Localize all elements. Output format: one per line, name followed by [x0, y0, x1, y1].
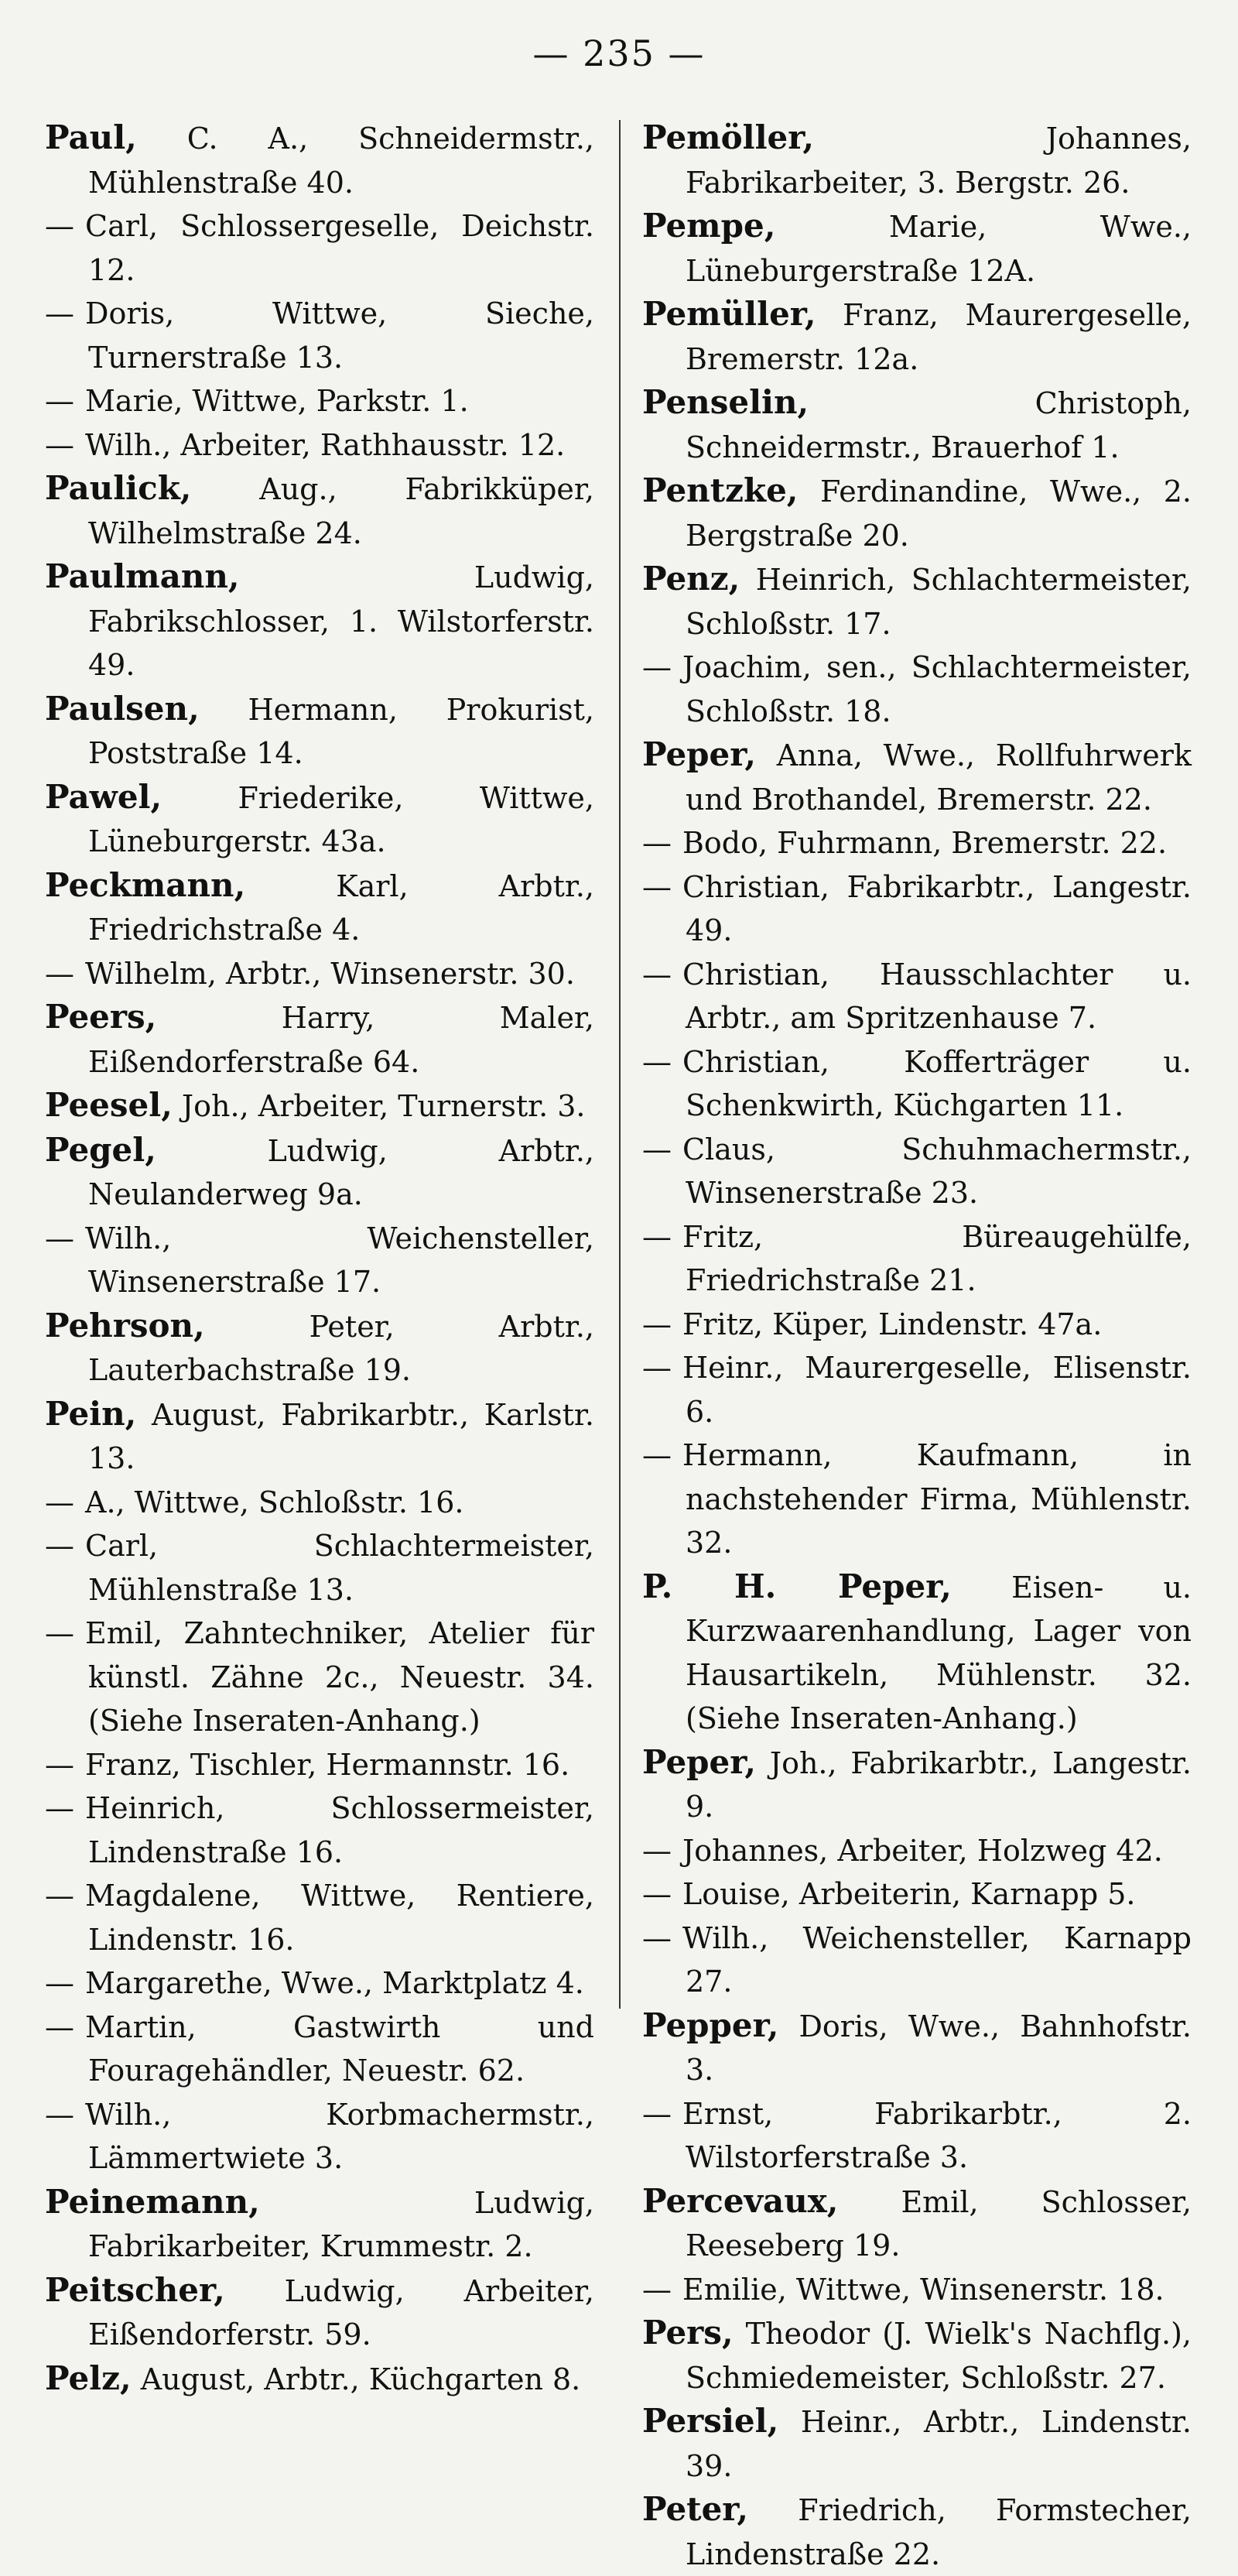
- entry-details: Heinrich, Schlossermeister, Lindenstraße 16.: [85, 1791, 594, 1869]
- directory-entry: [45, 687, 594, 776]
- entry-details: Heinr., Arbtr., Lindenstr. 39.: [686, 2405, 1192, 2483]
- entry-details: Louise, Arbeiterin, Karnapp 5.: [682, 1877, 1136, 1911]
- directory-entry: [45, 1961, 594, 2006]
- entry-details: Wilh., Korbmachermstr., Lämmertwiete 3.: [85, 2097, 594, 2175]
- directory-entry: [642, 1829, 1192, 1873]
- entry-details: Johannes, Fabrikarbeiter, 3. Bergstr. 26.: [686, 122, 1192, 200]
- entry-details: Johannes, Arbeiter, Holzweg 42.: [682, 1833, 1163, 1868]
- entry-details: Doris, Wittwe, Sieche, Turnerstraße 13.: [85, 296, 594, 375]
- directory-entry: [642, 2092, 1192, 2180]
- entry-surname: Paul,: [45, 118, 137, 156]
- directory-entry: [45, 776, 594, 864]
- directory-entry: [642, 557, 1192, 646]
- entry-surname: Pentzke,: [642, 471, 799, 509]
- directory-entry: [642, 1215, 1192, 1303]
- entry-details: Friederike, Wittwe, Lüneburgerstr. 43a.: [88, 780, 594, 858]
- entry-details: Wilh., Weichensteller, Winsenerstraße 17.: [85, 1221, 594, 1299]
- entry-details: Ernst, Fabrikarbtr., 2. Wilstorferstraße 3.: [682, 2096, 1192, 2174]
- entry-details: Carl, Schlachtermeister, Mühlenstraße 13.: [85, 1529, 594, 1607]
- entry-details: August, Arbtr., Küchgarten 8.: [131, 2362, 581, 2396]
- directory-entry: [642, 821, 1192, 865]
- entry-details: Franz, Tischler, Hermannstr. 16.: [85, 1747, 570, 1782]
- entry-details: Joachim, sen., Schlachtermeister, Schloßstr. 18.: [682, 650, 1192, 728]
- repeat-surname-dash: —: [642, 1351, 672, 1385]
- directory-entry: [642, 733, 1192, 821]
- repeat-surname-dash: —: [642, 1438, 672, 1472]
- directory-entry: [642, 1741, 1192, 1829]
- directory-entry: [642, 1346, 1192, 1434]
- entry-details: Christoph, Schneidermstr., Brauerhof 1.: [686, 386, 1192, 464]
- repeat-surname-dash: —: [642, 957, 672, 992]
- entry-surname: Peers,: [45, 998, 157, 1036]
- entry-details: Marie, Wwe., Lüneburgerstraße 12A.: [686, 210, 1192, 288]
- entry-details: Doris, Wwe., Bahnhofstr. 3.: [686, 2009, 1192, 2087]
- entry-details: Christian, Kofferträger u. Schenkwirth, Küchgarten 11.: [682, 1044, 1192, 1122]
- entry-details: Christian, Hausschlachter u. Arbtr., am Spritzenhause 7.: [682, 957, 1192, 1035]
- entry-details: A., Wittwe, Schloßstr. 16.: [85, 1485, 464, 1519]
- right-column: [642, 116, 1192, 2576]
- entry-surname: Penz,: [642, 560, 740, 598]
- entry-surname: Pers,: [642, 2314, 734, 2352]
- entry-surname: Peckmann,: [45, 865, 246, 904]
- repeat-surname-dash: —: [642, 826, 672, 860]
- directory-entry: [642, 953, 1192, 1040]
- entry-surname: Peter,: [642, 2490, 748, 2528]
- entry-details: Eisen- u. Kurzwaarenhandlung, Lager von Hausartikeln, Mühlenstr. 32. (Siehe Inseraten-Anhang.): [686, 1570, 1192, 1735]
- entry-details: C. A., Schneidermstr., Mühlenstraße 40.: [88, 122, 594, 200]
- directory-entry: [45, 1129, 594, 1217]
- entry-surname: Pempe,: [642, 207, 776, 245]
- entry-details: Joh., Arbeiter, Turnerstr. 3.: [172, 1089, 586, 1123]
- entry-surname: Paulick,: [45, 469, 192, 507]
- entry-details: Magdalene, Wittwe, Rentiere, Lindenstr. 16.: [85, 1879, 594, 1957]
- entry-surname: Penselin,: [642, 383, 809, 421]
- entry-surname: Peesel,: [45, 1086, 173, 1124]
- directory-entry: [642, 293, 1192, 381]
- directory-entry: [642, 865, 1192, 953]
- directory-entry: [45, 2093, 594, 2180]
- repeat-surname-dash: —: [642, 1044, 672, 1079]
- entry-details: Bodo, Fuhrmann, Bremerstr. 22.: [682, 826, 1168, 860]
- directory-entry: [642, 1128, 1192, 1215]
- entry-surname: Pegel,: [45, 1130, 156, 1169]
- entry-details: Christian, Fabrikarbtr., Langestr. 49.: [682, 869, 1192, 947]
- entry-details: Wilh., Weichensteller, Karnapp 27.: [682, 1920, 1192, 1999]
- repeat-surname-dash: —: [45, 1747, 74, 1782]
- directory-entry: [45, 467, 594, 555]
- entry-details: Emilie, Wittwe, Winsenerstr. 18.: [682, 2272, 1164, 2307]
- repeat-surname-dash: —: [642, 2272, 672, 2307]
- entry-details: Carl, Schlossergeselle, Deichstr. 12.: [85, 209, 594, 287]
- directory-entry: [45, 1217, 594, 1304]
- entry-details: Aug., Fabrikküper, Wilhelmstraße 24.: [88, 472, 594, 550]
- entry-surname: Pehrson,: [45, 1306, 205, 1345]
- repeat-surname-dash: —: [45, 427, 74, 462]
- directory-entry: [45, 952, 594, 996]
- repeat-surname-dash: —: [45, 296, 74, 331]
- entry-surname: Pawel,: [45, 777, 162, 816]
- directory-entry: [45, 379, 594, 423]
- repeat-surname-dash: —: [642, 1307, 672, 1341]
- entry-details: Heinr., Maurergeselle, Elisenstr. 6.: [682, 1351, 1192, 1429]
- repeat-surname-dash: —: [45, 1485, 74, 1519]
- repeat-surname-dash: —: [45, 1966, 74, 2000]
- entry-details: Hermann, Kaufmann, in nachstehender Firma, Mühlenstr. 32.: [682, 1438, 1192, 1560]
- repeat-surname-dash: —: [45, 1616, 74, 1650]
- entry-details: Claus, Schuhmachermstr., Winsenerstraße 23.: [682, 1132, 1192, 1210]
- entry-surname: Persiel,: [642, 2402, 779, 2440]
- page-number: — 235 —: [532, 33, 706, 74]
- directory-entry: [45, 1786, 594, 1874]
- entry-details: Harry, Maler, Eißendorferstraße 64.: [88, 1001, 594, 1079]
- directory-entry: [45, 2269, 594, 2357]
- entry-details: Karl, Arbtr., Friedrichstraße 4.: [88, 868, 594, 947]
- entry-details: Friedrich, Formstecher, Lindenstraße 22.: [686, 2493, 1192, 2571]
- entry-details: Ferdinandine, Wwe., 2. Bergstraße 20.: [686, 474, 1192, 553]
- directory-entry: [642, 381, 1192, 469]
- entry-details: Ludwig, Fabrikschlosser, 1. Wilstorferstr. 49.: [88, 560, 594, 682]
- entry-details: Heinrich, Schlachtermeister, Schloßstr. 17.: [686, 563, 1192, 641]
- directory-entry: [45, 1874, 594, 1961]
- directory-entry: [642, 1434, 1192, 1565]
- repeat-surname-dash: —: [45, 1879, 74, 1913]
- directory-entry: [642, 1565, 1192, 1741]
- entry-details: Hermann, Prokurist, Poststraße 14.: [88, 692, 594, 770]
- directory-entry: [45, 555, 594, 687]
- entry-surname: P. H. Peper,: [642, 1567, 952, 1605]
- directory-entry: [642, 116, 1192, 204]
- entry-surname: Peinemann,: [45, 2182, 260, 2221]
- entry-surname: Pepper,: [642, 2006, 779, 2044]
- entry-details: August, Fabrikarbtr., Karlstr. 13.: [88, 1397, 594, 1475]
- directory-entry: [45, 995, 594, 1084]
- repeat-surname-dash: —: [45, 1791, 74, 1825]
- directory-entry: [45, 2180, 594, 2269]
- entry-details: Ludwig, Arbtr., Neulanderweg 9a.: [88, 1133, 594, 1211]
- repeat-surname-dash: —: [642, 1132, 672, 1166]
- directory-entry: [45, 1524, 594, 1612]
- entry-details: Marie, Wittwe, Parkstr. 1.: [85, 384, 469, 418]
- entry-details: Margarethe, Wwe., Marktplatz 4.: [85, 1966, 584, 2000]
- entry-details: Wilh., Arbeiter, Rathhausstr. 12.: [85, 427, 566, 462]
- directory-entry: [45, 2357, 594, 2402]
- repeat-surname-dash: —: [45, 1529, 74, 1563]
- entry-surname: Pemüller,: [642, 295, 816, 333]
- entry-details: Emil, Schlosser, Reeseberg 19.: [686, 2184, 1192, 2263]
- entry-details: Joh., Fabrikarbtr., Langestr. 9.: [686, 1745, 1192, 1824]
- entry-details: Theodor (J. Wielk's Nachflg.), Schmiedemeister, Schloßstr. 27.: [686, 2317, 1192, 2395]
- entry-surname: Paulsen,: [45, 689, 200, 728]
- directory-entry: [642, 469, 1192, 557]
- directory-entry: [642, 1917, 1192, 2004]
- directory-entry: [642, 2488, 1192, 2576]
- repeat-surname-dash: —: [45, 956, 74, 991]
- directory-entry: [642, 204, 1192, 293]
- columns: [45, 116, 1198, 2571]
- repeat-surname-dash: —: [642, 1219, 672, 1254]
- repeat-surname-dash: —: [642, 1877, 672, 1911]
- repeat-surname-dash: —: [45, 209, 74, 243]
- entry-surname: Peitscher,: [45, 2270, 225, 2309]
- entry-details: Peter, Arbtr., Lauterbachstraße 19.: [88, 1309, 594, 1387]
- entry-details: Ludwig, Fabrikarbeiter, Krummestr. 2.: [88, 2185, 594, 2263]
- entry-surname: Paulmann,: [45, 557, 240, 595]
- directory-entry: [642, 1872, 1192, 1917]
- column-divider: [619, 120, 621, 2009]
- repeat-surname-dash: —: [45, 2009, 74, 2044]
- entry-surname: Peper,: [642, 1742, 756, 1781]
- directory-entry: [45, 423, 594, 468]
- directory-entry: [642, 646, 1192, 733]
- directory-entry: [45, 116, 594, 204]
- repeat-surname-dash: —: [642, 2096, 672, 2131]
- repeat-surname-dash: —: [45, 2097, 74, 2132]
- directory-entry: [45, 204, 594, 292]
- directory-entry: [45, 1304, 594, 1392]
- entry-details: Wilhelm, Arbtr., Winsenerstr. 30.: [85, 956, 575, 991]
- directory-entry: [45, 1481, 594, 1525]
- entry-surname: Peper,: [642, 735, 756, 773]
- entry-surname: Pelz,: [45, 2358, 132, 2397]
- directory-entry: [45, 2006, 594, 2093]
- entry-surname: Pemöller,: [642, 118, 814, 156]
- directory-entry: [45, 864, 594, 952]
- directory-entry: [45, 1392, 594, 1481]
- directory-entry: [45, 292, 594, 379]
- entry-surname: Percevaux,: [642, 2181, 839, 2220]
- directory-entry: [45, 1743, 594, 1787]
- entry-details: Martin, Gastwirth und Fouragehändler, Neuestr. 62.: [85, 2009, 594, 2088]
- directory-entry: [642, 2180, 1192, 2268]
- repeat-surname-dash: —: [45, 1221, 74, 1255]
- entry-surname: Pein,: [45, 1394, 137, 1433]
- entry-details: Emil, Zahntechniker, Atelier für künstl. Zähne 2c., Neuestr. 34. (Siehe Inseraten-Anhang.): [85, 1616, 594, 1738]
- directory-entry: [642, 1040, 1192, 1128]
- directory-entry: [45, 1084, 594, 1129]
- directory-entry: [45, 1612, 594, 1743]
- entry-details: Anna, Wwe., Rollfuhrwerk und Brothandel, Bremerstr. 22.: [686, 738, 1192, 817]
- directory-entry: [642, 2311, 1192, 2400]
- repeat-surname-dash: —: [642, 869, 672, 904]
- entry-details: Fritz, Küper, Lindenstr. 47a.: [682, 1307, 1103, 1341]
- repeat-surname-dash: —: [642, 1833, 672, 1868]
- directory-entry: [642, 2268, 1192, 2312]
- directory-entry: [642, 2400, 1192, 2488]
- directory-entry: [642, 2004, 1192, 2092]
- repeat-surname-dash: —: [642, 650, 672, 684]
- directory-entry: [642, 1303, 1192, 1347]
- repeat-surname-dash: —: [642, 1920, 672, 1955]
- left-column: [45, 116, 594, 2401]
- entry-details: Ludwig, Arbeiter, Eißendorferstr. 59.: [88, 2273, 594, 2352]
- entry-details: Fritz, Büreaugehülfe, Friedrichstraße 21.: [682, 1219, 1192, 1297]
- repeat-surname-dash: —: [45, 384, 74, 418]
- entry-details: Franz, Maurergeselle, Bremerstr. 12a.: [686, 298, 1192, 376]
